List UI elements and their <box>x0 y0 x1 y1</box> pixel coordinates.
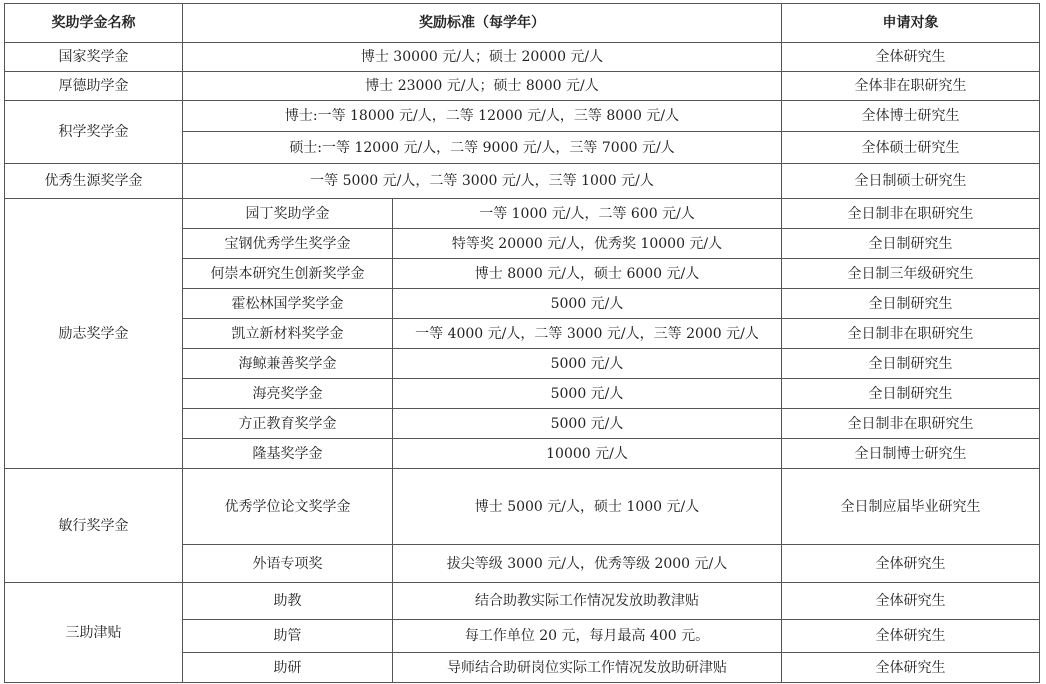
award-standard: 5000 元/人 <box>393 289 782 319</box>
award-standard: 博士 5000 元/人，硕士 1000 元/人 <box>393 469 782 545</box>
scholarship-name: 励志奖学金 <box>5 199 183 469</box>
award-standard: 硕士:一等 12000 元/人，二等 9000 元/人，三等 7000 元/人 <box>183 132 782 164</box>
award-standard: 博士 8000 元/人，硕士 6000 元/人 <box>393 259 782 289</box>
applicant-target: 全体研究生 <box>782 583 1040 620</box>
sub-scholarship-name: 海亮奖学金 <box>183 379 393 409</box>
sub-scholarship-name: 方正教育奖学金 <box>183 409 393 439</box>
sub-scholarship-name: 隆基奖学金 <box>183 439 393 469</box>
applicant-target: 全日制非在职研究生 <box>782 409 1040 439</box>
award-standard: 每工作单位 20 元，每月最高 400 元。 <box>393 620 782 653</box>
award-standard: 结合助教实际工作情况发放助教津贴 <box>393 583 782 620</box>
award-standard: 一等 4000 元/人，二等 3000 元/人，三等 2000 元/人 <box>393 319 782 349</box>
header-standard: 奖励标准（每学年） <box>183 4 782 43</box>
scholarship-name: 国家奖学金 <box>5 43 183 72</box>
award-standard: 特等奖 20000 元/人，优秀奖 10000 元/人 <box>393 229 782 259</box>
applicant-target: 全日制硕士研究生 <box>782 164 1040 199</box>
sub-scholarship-name: 霍松林国学奖学金 <box>183 289 393 319</box>
applicant-target: 全日制博士研究生 <box>782 439 1040 469</box>
applicant-target: 全体硕士研究生 <box>782 132 1040 164</box>
award-standard: 博士:一等 18000 元/人，二等 12000 元/人，三等 8000 元/人 <box>183 101 782 132</box>
applicant-target: 全日制非在职研究生 <box>782 199 1040 229</box>
scholarship-name: 积学奖学金 <box>5 101 183 164</box>
applicant-target: 全体研究生 <box>782 43 1040 72</box>
award-standard: 拔尖等级 3000 元/人，优秀等级 2000 元/人 <box>393 545 782 583</box>
sub-scholarship-name: 助研 <box>183 653 393 683</box>
applicant-target: 全日制研究生 <box>782 289 1040 319</box>
award-standard: 导师结合助研岗位实际工作情况发放助研津贴 <box>393 653 782 683</box>
scholarship-name: 敏行奖学金 <box>5 469 183 583</box>
table-row <box>5 164 1040 199</box>
header-target: 申请对象 <box>782 4 1040 43</box>
applicant-target: 全体研究生 <box>782 653 1040 683</box>
scholarship-name: 厚德助学金 <box>5 72 183 101</box>
header-name: 奖助学金名称 <box>5 4 183 43</box>
applicant-target: 全日制研究生 <box>782 379 1040 409</box>
sub-scholarship-name: 外语专项奖 <box>183 545 393 583</box>
scholarship-name: 优秀生源奖学金 <box>5 164 183 199</box>
scholarship-name: 三助津贴 <box>5 583 183 683</box>
table-row <box>5 101 1040 132</box>
applicant-target: 全日制研究生 <box>782 349 1040 379</box>
award-standard: 一等 1000 元/人，二等 600 元/人 <box>393 199 782 229</box>
sub-scholarship-name: 何崇本研究生创新奖学金 <box>183 259 393 289</box>
table-row <box>5 199 1040 229</box>
scholarship-table <box>4 3 1040 683</box>
applicant-target: 全体博士研究生 <box>782 101 1040 132</box>
sub-scholarship-name: 优秀学位论文奖学金 <box>183 469 393 545</box>
table-row <box>5 469 1040 545</box>
applicant-target: 全体非在职研究生 <box>782 72 1040 101</box>
sub-scholarship-name: 助管 <box>183 620 393 653</box>
award-standard: 5000 元/人 <box>393 379 782 409</box>
sub-scholarship-name: 助教 <box>183 583 393 620</box>
applicant-target: 全体研究生 <box>782 545 1040 583</box>
award-standard: 一等 5000 元/人，二等 3000 元/人，三等 1000 元/人 <box>183 164 782 199</box>
sub-scholarship-name: 海鲸兼善奖学金 <box>183 349 393 379</box>
award-standard: 5000 元/人 <box>393 349 782 379</box>
applicant-target: 全体研究生 <box>782 620 1040 653</box>
applicant-target: 全日制三年级研究生 <box>782 259 1040 289</box>
sub-scholarship-name: 宝钢优秀学生奖学金 <box>183 229 393 259</box>
applicant-target: 全日制研究生 <box>782 229 1040 259</box>
applicant-target: 全日制非在职研究生 <box>782 319 1040 349</box>
table-row <box>5 43 1040 72</box>
award-standard: 博士 23000 元/人；硕士 8000 元/人 <box>183 72 782 101</box>
award-standard: 10000 元/人 <box>393 439 782 469</box>
table-row <box>5 72 1040 101</box>
sub-scholarship-name: 园丁奖助学金 <box>183 199 393 229</box>
applicant-target: 全日制应届毕业研究生 <box>782 469 1040 545</box>
table-row <box>5 583 1040 620</box>
award-standard: 5000 元/人 <box>393 409 782 439</box>
header-row <box>5 4 1040 43</box>
award-standard: 博士 30000 元/人；硕士 20000 元/人 <box>183 43 782 72</box>
sub-scholarship-name: 凯立新材料奖学金 <box>183 319 393 349</box>
